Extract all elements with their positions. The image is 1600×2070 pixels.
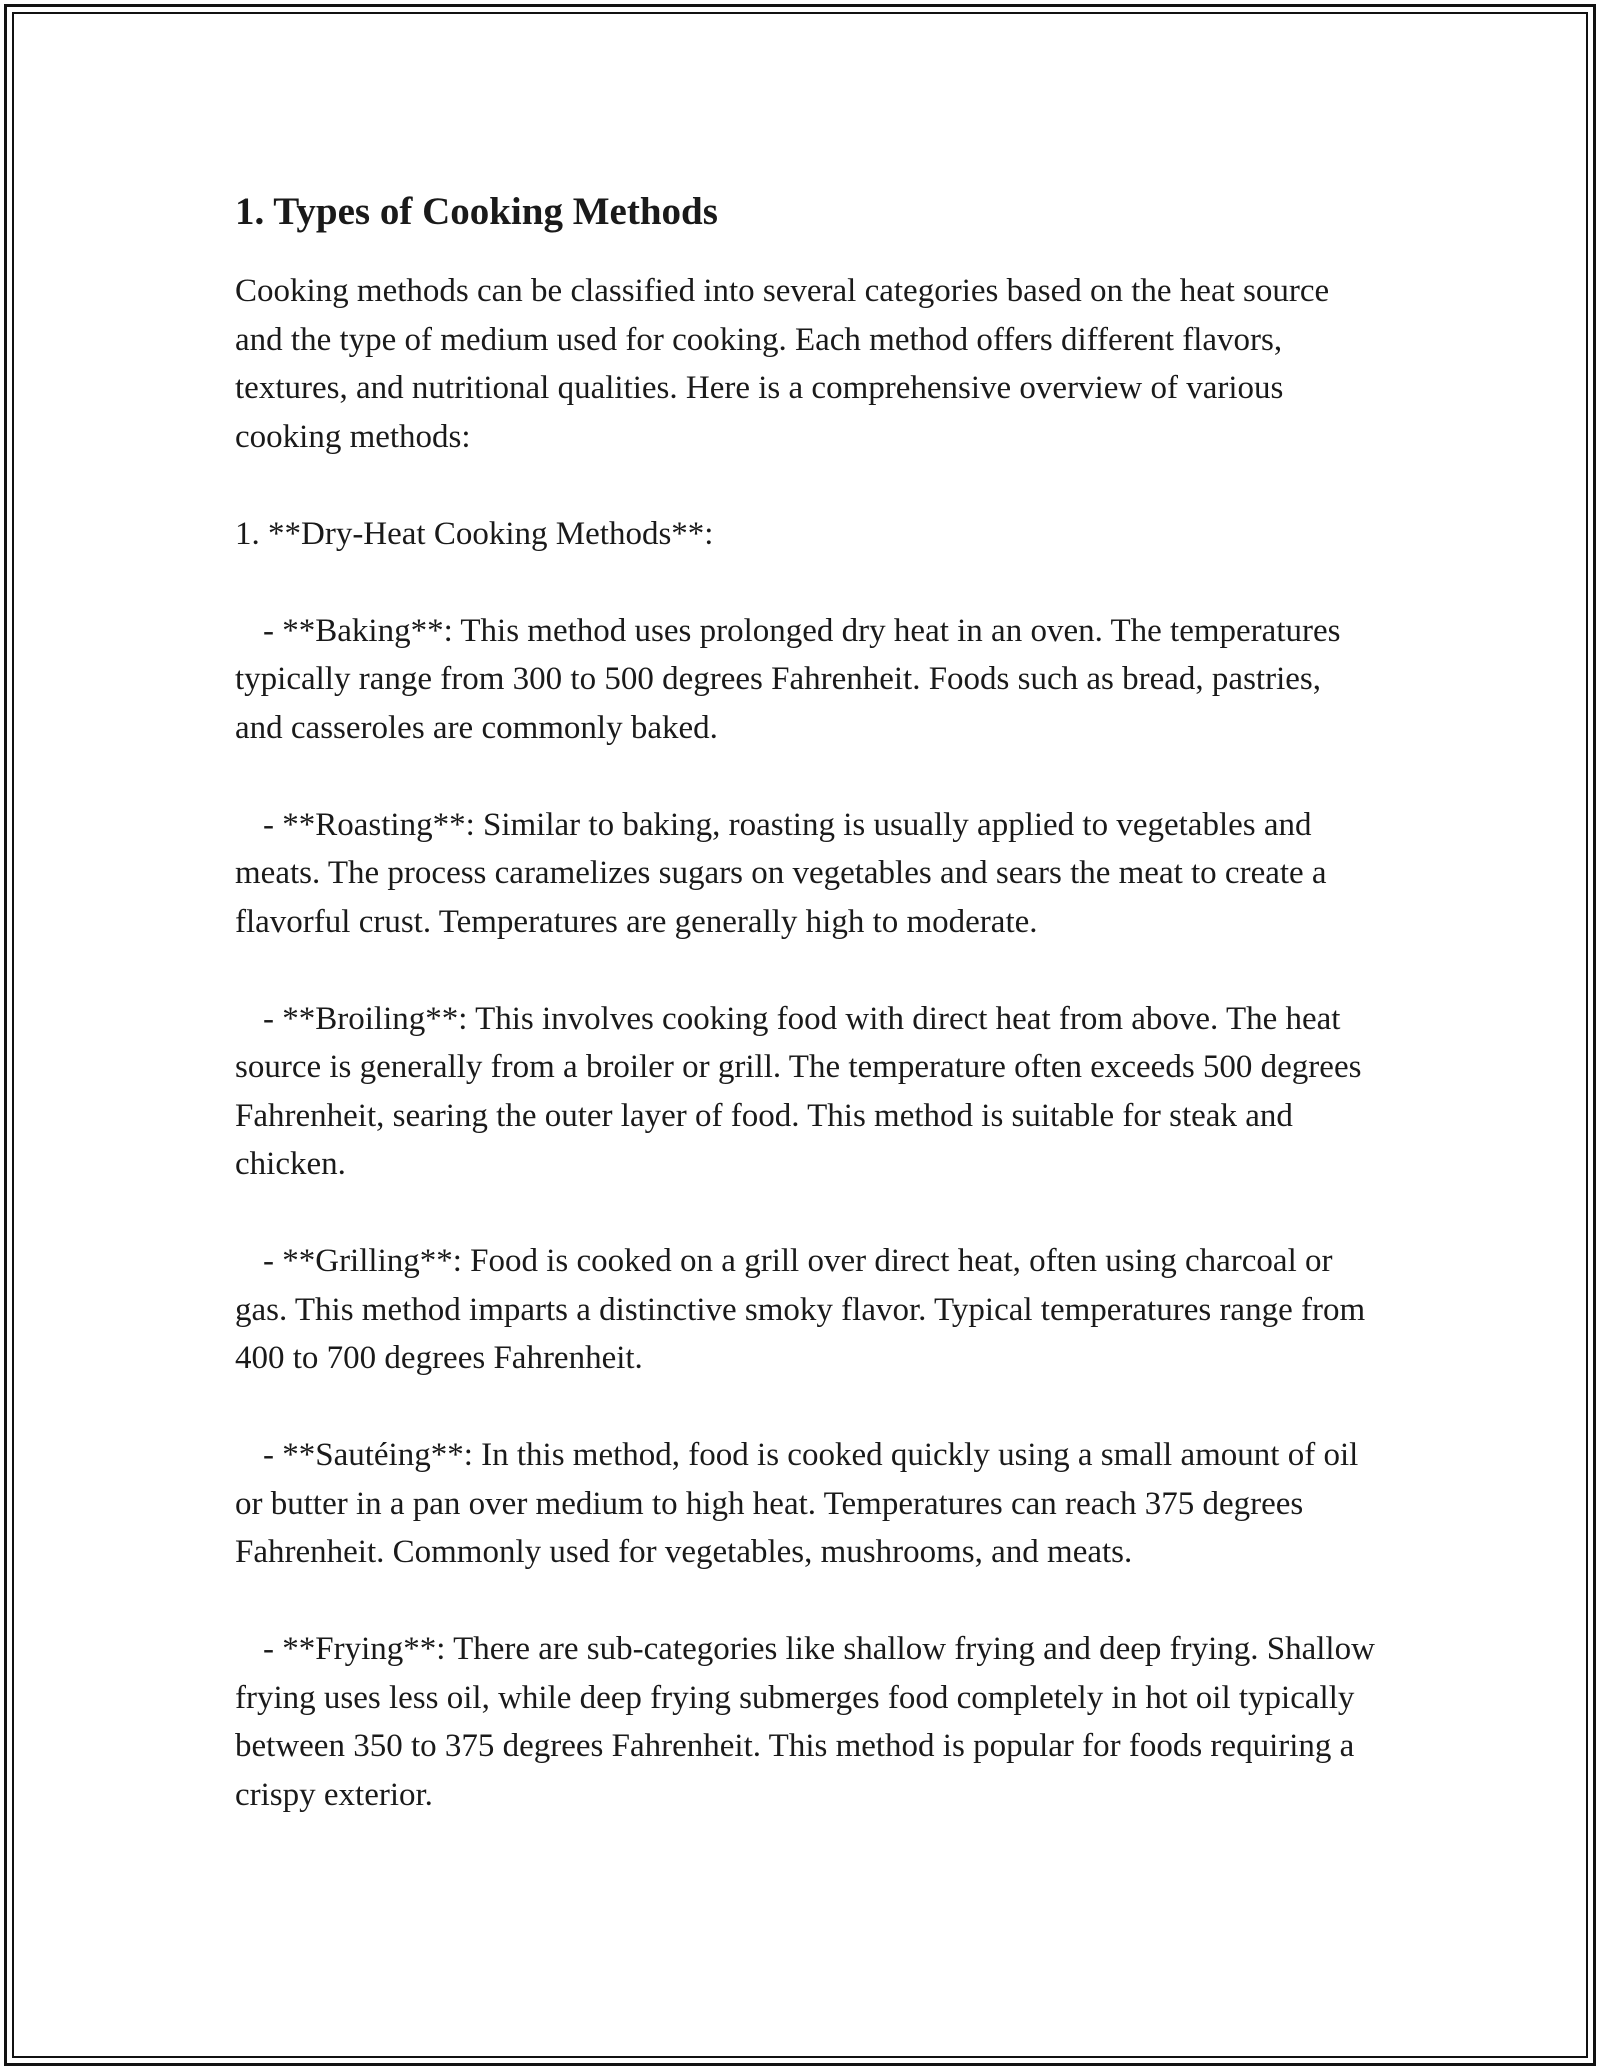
list-item-frying: - **Frying**: There are sub-categories like shallow frying and deep frying. Shallow frying uses less oil, while deep frying submerges food completely in hot oil typically between 350 to 375 degrees Fahrenheit. This method is popular for foods requiring a crispy exterior. <box>235 1631 1375 1813</box>
list-item-broiling: - **Broiling**: This involves cooking food with direct heat from above. The heat source is generally from a broiler or grill. The temperature often exceeds 500 degrees Fahrenheit, searing the outer layer of food. This method is suitable for steak and chicken. <box>235 1000 1362 1182</box>
list-item-roasting: - **Roasting**: Similar to baking, roasting is usually applied to vegetables and meats. The process caramelizes sugars on vegetables and sears the meat to create a flavorful crust. Temperatures are generally high to moderate. <box>235 806 1327 940</box>
intro-paragraph: Cooking methods can be classified into several categories based on the heat source and the type of medium used for cooking. Each method offers different flavors, textures, and nutritional qualities. Here is a comprehensive overview of various cooking methods: <box>235 273 1330 455</box>
list-item-baking: - **Baking**: This method uses prolonged dry heat in an oven. The temperatures typically range from 300 to 500 degrees Fahrenheit. Foods such as bread, pastries, and casseroles are commonly baked. <box>235 612 1341 746</box>
document-body <box>235 185 1375 1868</box>
dry-heat-subheading: 1. **Dry-Heat Cooking Methods**: <box>235 515 714 552</box>
list-item-sauteing: - **Sautéing**: In this method, food is cooked quickly using a small amount of oil or butter in a pan over medium to high heat. Temperatures can reach 375 degrees Fahrenheit. Commonly used for vegetables, mushrooms, and meats. <box>235 1437 1359 1570</box>
section-heading: 1. Types of Cooking Methods <box>235 190 718 233</box>
list-item-grilling: - **Grilling**: Food is cooked on a grill over direct heat, often using charcoal or gas. This method imparts a distinctive smoky flavor. Typical temperatures range from 400 to 700 degrees Fahrenheit. <box>235 1243 1366 1376</box>
